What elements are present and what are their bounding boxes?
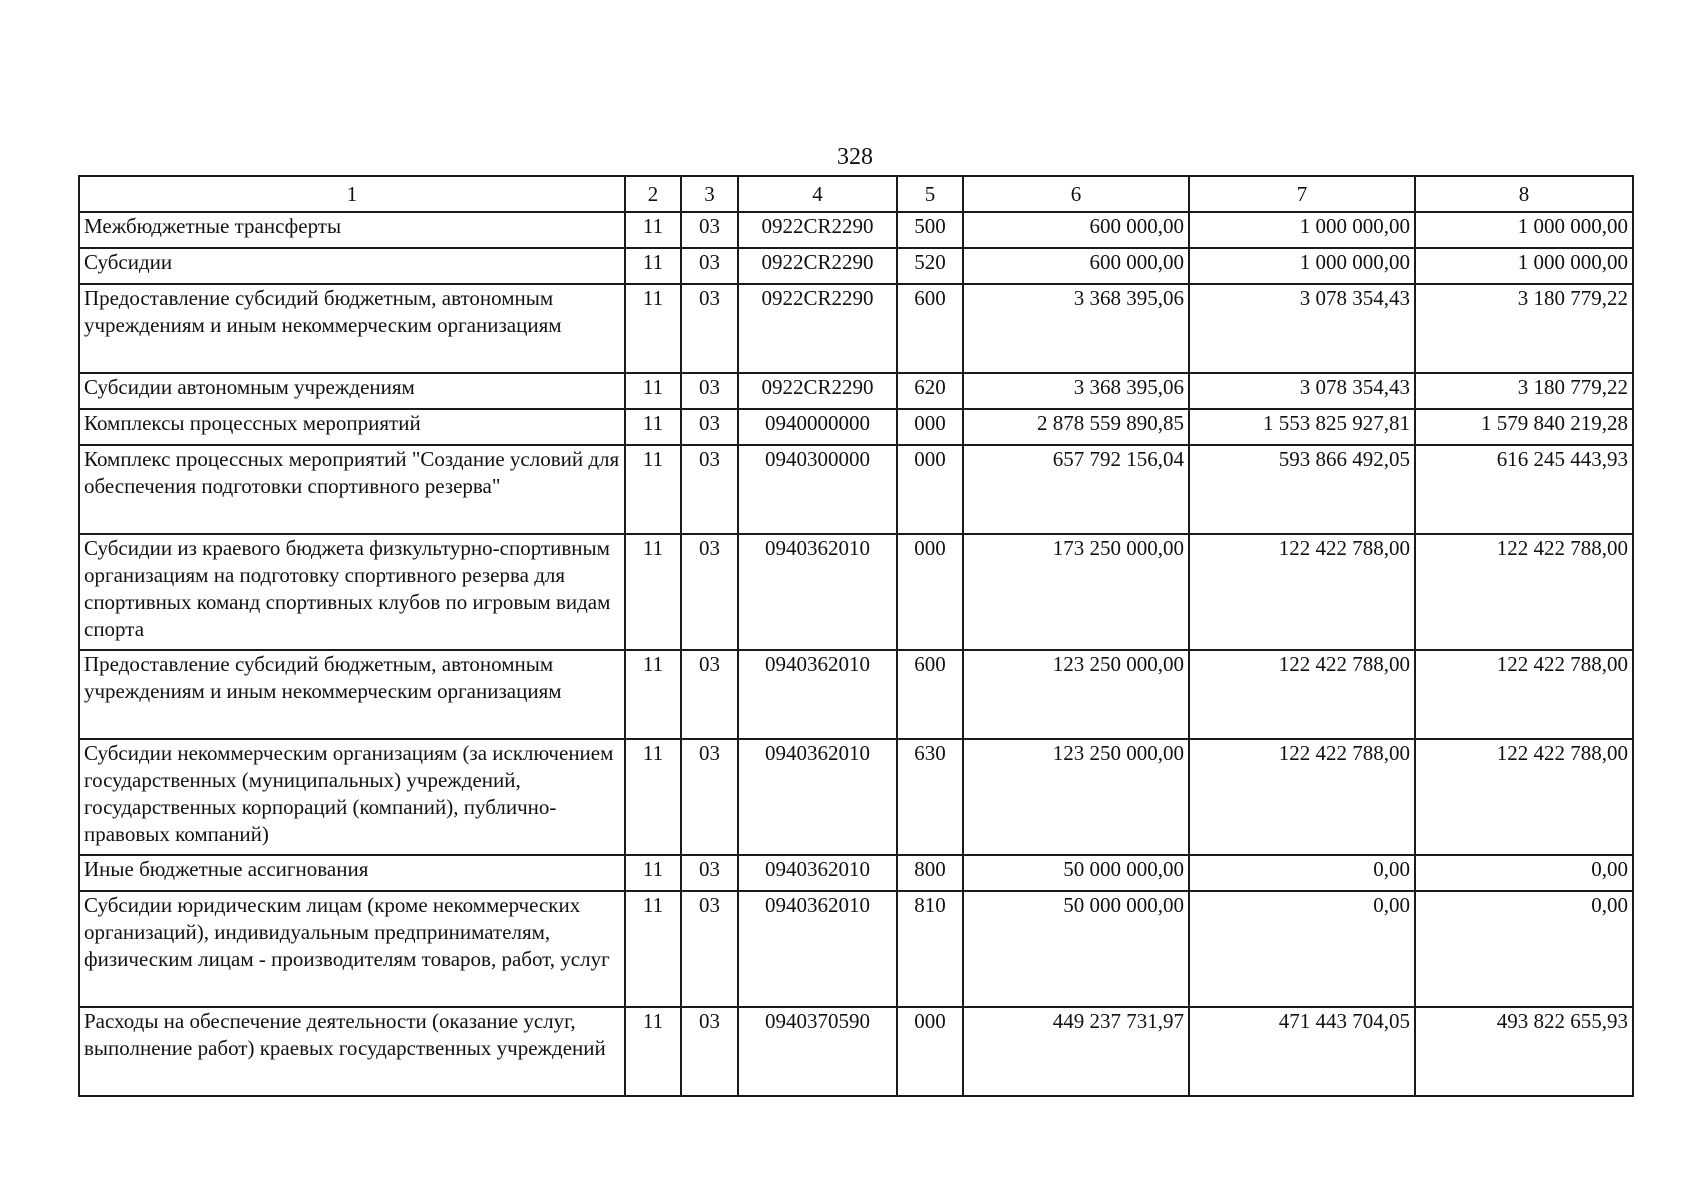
table-row (79, 891, 1633, 1007)
amount-col-6: 449 237 731,97 (963, 1007, 1189, 1096)
expense-type-code: 800 (897, 855, 963, 891)
section-code: 11 (625, 1007, 681, 1096)
subsection-code: 03 (681, 248, 738, 284)
target-article-code: 0940362010 (738, 739, 897, 855)
amount-col-8: 0,00 (1415, 855, 1633, 891)
column-header: 1 (79, 176, 625, 212)
subsection-code: 03 (681, 650, 738, 739)
table-row (79, 445, 1633, 534)
expense-name: Субсидии автономным учреждениям (79, 373, 625, 409)
column-header: 5 (897, 176, 963, 212)
amount-col-6: 123 250 000,00 (963, 650, 1189, 739)
target-article-code: 0922CR2290 (738, 373, 897, 409)
budget-table (78, 175, 1634, 1097)
target-article-code: 0922CR2290 (738, 248, 897, 284)
amount-col-7: 593 866 492,05 (1189, 445, 1415, 534)
header-row (79, 176, 1633, 212)
target-article-code: 0940300000 (738, 445, 897, 534)
amount-col-8: 3 180 779,22 (1415, 373, 1633, 409)
amount-col-7: 1 000 000,00 (1189, 248, 1415, 284)
target-article-code: 0940370590 (738, 1007, 897, 1096)
expense-name: Субсидии некоммерческим организациям (за исключением государственных (муниципальных) учреждений, государственных корпораций (компаний), публично-правовых компаний) (79, 739, 625, 855)
subsection-code: 03 (681, 445, 738, 534)
amount-col-6: 3 368 395,06 (963, 284, 1189, 373)
section-code: 11 (625, 373, 681, 409)
expense-name: Расходы на обеспечение деятельности (оказание услуг, выполнение работ) краевых государственных учреждений (79, 1007, 625, 1096)
table-row (79, 373, 1633, 409)
section-code: 11 (625, 891, 681, 1007)
expense-type-code: 810 (897, 891, 963, 1007)
amount-col-8: 493 822 655,93 (1415, 1007, 1633, 1096)
amount-col-8: 1 579 840 219,28 (1415, 409, 1633, 445)
column-header: 3 (681, 176, 738, 212)
table-row (79, 650, 1633, 739)
expense-type-code: 600 (897, 650, 963, 739)
amount-col-7: 3 078 354,43 (1189, 284, 1415, 373)
amount-col-6: 50 000 000,00 (963, 891, 1189, 1007)
expense-type-code: 000 (897, 409, 963, 445)
amount-col-8: 3 180 779,22 (1415, 284, 1633, 373)
section-code: 11 (625, 855, 681, 891)
expense-type-code: 600 (897, 284, 963, 373)
amount-col-8: 122 422 788,00 (1415, 650, 1633, 739)
table-row (79, 1007, 1633, 1096)
expense-name: Предоставление субсидий бюджетным, автономным учреждениям и иным некоммерческим организациям (79, 650, 625, 739)
expense-type-code: 000 (897, 1007, 963, 1096)
amount-col-6: 2 878 559 890,85 (963, 409, 1189, 445)
expense-name: Комплекс процессных мероприятий "Создание условий для обеспечения подготовки спортивного резерва" (79, 445, 625, 534)
target-article-code: 0922CR2290 (738, 212, 897, 248)
amount-col-7: 0,00 (1189, 855, 1415, 891)
table-row (79, 212, 1633, 248)
amount-col-7: 471 443 704,05 (1189, 1007, 1415, 1096)
amount-col-7: 3 078 354,43 (1189, 373, 1415, 409)
target-article-code: 0940000000 (738, 409, 897, 445)
expense-name: Субсидии из краевого бюджета физкультурно-спортивным организациям на подготовку спортивного резерва для спортивных команд спортивных клубов по игровым видам спорта (79, 534, 625, 650)
subsection-code: 03 (681, 373, 738, 409)
subsection-code: 03 (681, 891, 738, 1007)
amount-col-7: 1 000 000,00 (1189, 212, 1415, 248)
amount-col-8: 122 422 788,00 (1415, 534, 1633, 650)
table-row (79, 739, 1633, 855)
column-header: 8 (1415, 176, 1633, 212)
amount-col-6: 50 000 000,00 (963, 855, 1189, 891)
section-code: 11 (625, 212, 681, 248)
column-header: 4 (738, 176, 897, 212)
expense-type-code: 520 (897, 248, 963, 284)
amount-col-8: 1 000 000,00 (1415, 212, 1633, 248)
amount-col-6: 123 250 000,00 (963, 739, 1189, 855)
amount-col-7: 0,00 (1189, 891, 1415, 1007)
amount-col-7: 1 553 825 927,81 (1189, 409, 1415, 445)
subsection-code: 03 (681, 284, 738, 373)
section-code: 11 (625, 248, 681, 284)
expense-type-code: 630 (897, 739, 963, 855)
subsection-code: 03 (681, 212, 738, 248)
subsection-code: 03 (681, 739, 738, 855)
expense-type-code: 000 (897, 445, 963, 534)
amount-col-7: 122 422 788,00 (1189, 534, 1415, 650)
subsection-code: 03 (681, 534, 738, 650)
expense-type-code: 500 (897, 212, 963, 248)
expense-name: Иные бюджетные ассигнования (79, 855, 625, 891)
expense-name: Субсидии (79, 248, 625, 284)
subsection-code: 03 (681, 409, 738, 445)
section-code: 11 (625, 534, 681, 650)
target-article-code: 0922CR2290 (738, 284, 897, 373)
table-row (79, 409, 1633, 445)
table-row (79, 534, 1633, 650)
section-code: 11 (625, 409, 681, 445)
amount-col-8: 616 245 443,93 (1415, 445, 1633, 534)
expense-name: Предоставление субсидий бюджетным, автономным учреждениям и иным некоммерческим организациям (79, 284, 625, 373)
expense-name: Субсидии юридическим лицам (кроме некоммерческих организаций), индивидуальным предпринимателям, физическим лицам - производителям товаров, работ, услуг (79, 891, 625, 1007)
section-code: 11 (625, 739, 681, 855)
amount-col-6: 3 368 395,06 (963, 373, 1189, 409)
table-row (79, 855, 1633, 891)
target-article-code: 0940362010 (738, 891, 897, 1007)
amount-col-6: 657 792 156,04 (963, 445, 1189, 534)
target-article-code: 0940362010 (738, 534, 897, 650)
amount-col-6: 600 000,00 (963, 212, 1189, 248)
section-code: 11 (625, 284, 681, 373)
section-code: 11 (625, 650, 681, 739)
amount-col-8: 122 422 788,00 (1415, 739, 1633, 855)
page-number: 328 (837, 144, 873, 170)
expense-name: Комплексы процессных мероприятий (79, 409, 625, 445)
expense-type-code: 620 (897, 373, 963, 409)
table-row (79, 248, 1633, 284)
column-header: 7 (1189, 176, 1415, 212)
amount-col-6: 173 250 000,00 (963, 534, 1189, 650)
amount-col-7: 122 422 788,00 (1189, 739, 1415, 855)
column-header: 2 (625, 176, 681, 212)
subsection-code: 03 (681, 1007, 738, 1096)
amount-col-8: 1 000 000,00 (1415, 248, 1633, 284)
expense-name: Межбюджетные трансферты (79, 212, 625, 248)
amount-col-8: 0,00 (1415, 891, 1633, 1007)
expense-type-code: 000 (897, 534, 963, 650)
section-code: 11 (625, 445, 681, 534)
amount-col-6: 600 000,00 (963, 248, 1189, 284)
table-row (79, 284, 1633, 373)
target-article-code: 0940362010 (738, 650, 897, 739)
amount-col-7: 122 422 788,00 (1189, 650, 1415, 739)
subsection-code: 03 (681, 855, 738, 891)
target-article-code: 0940362010 (738, 855, 897, 891)
column-header: 6 (963, 176, 1189, 212)
